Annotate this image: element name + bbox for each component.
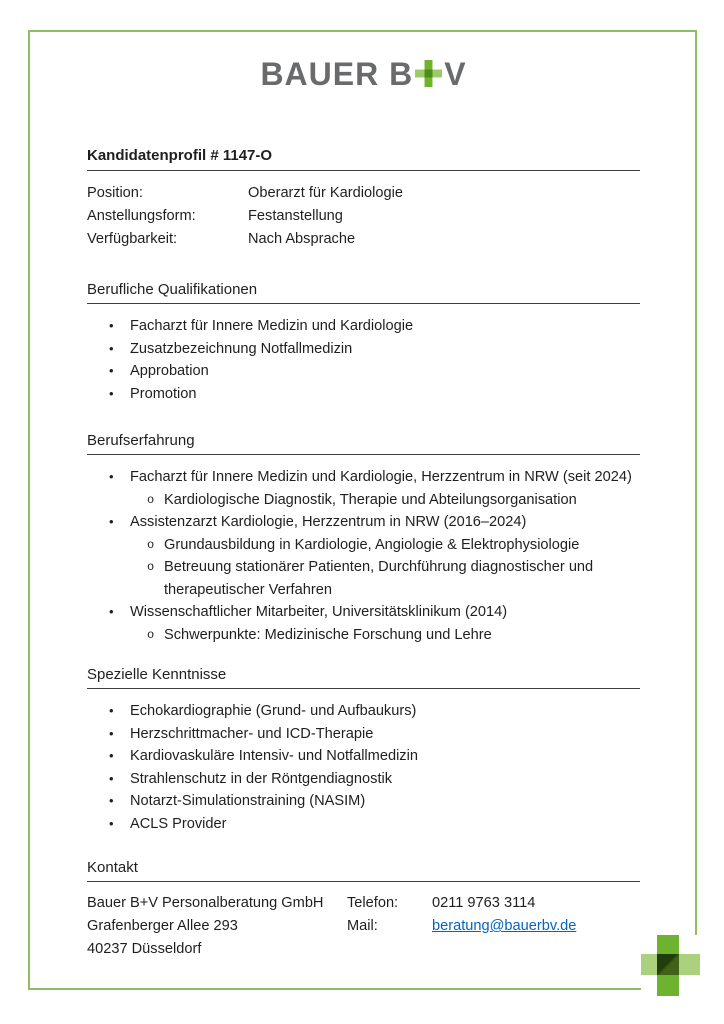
bullet-icon: • [109, 514, 114, 529]
field-value: Nach Absprache [248, 231, 356, 247]
bullet-icon: • [109, 363, 114, 378]
bullet-icon: • [109, 703, 114, 718]
field-value: Oberarzt für Kardiologie [248, 185, 403, 201]
section-heading-spezielle-kenntnisse: Spezielle Kenntnisse [87, 667, 640, 689]
contact-company-address [87, 892, 347, 961]
circle-bullet-icon: o [147, 560, 155, 574]
list-item [87, 745, 640, 768]
bullet-icon: • [109, 725, 114, 741]
list-item-text: Approbation [130, 363, 209, 379]
list-item-text: Assistenzarzt Kardiologie, Herzzentrum in NRW (2016–2024) [130, 514, 527, 530]
contact-block [87, 892, 640, 961]
circle-bullet-icon: o [147, 627, 155, 642]
company-name: Bauer B+V Personalberatung GmbH [87, 895, 324, 911]
section-heading-qualifikationen: Berufliche Qualifikationen [87, 282, 640, 304]
bullet-icon: • [109, 815, 114, 831]
sub-list-item-text: Schwerpunkte: Medizinische Forschung und Lehre [164, 626, 492, 643]
page-border-left [28, 30, 30, 990]
sub-list-item-text: Grundausbildung in Kardiologie, Angiologie & Elektrophysiologie [164, 536, 580, 553]
field-value: Festanstellung [248, 208, 343, 224]
list-item [87, 338, 640, 361]
company-city: 40237 Düsseldorf [87, 941, 202, 957]
list-item-text: Promotion [130, 385, 197, 402]
corner-plus-icon [641, 934, 701, 996]
list-item [87, 466, 640, 489]
field-label: Verfügbarkeit: [87, 231, 178, 247]
sub-list-item [87, 489, 640, 512]
corner-plus-overlap [657, 954, 679, 975]
list-item [87, 383, 640, 406]
list-item-text: Notarzt-Simulationstraining (NASIM) [130, 793, 366, 809]
section-heading-kontakt: Kontakt [87, 860, 640, 882]
page-border-right [695, 30, 697, 935]
page-border-bottom [28, 988, 641, 990]
list-item-text: Herzschrittmacher- und ICD-Therapie [130, 725, 374, 742]
list-item [87, 723, 640, 746]
field-label: Anstellungsform: [87, 208, 196, 224]
bullet-icon: • [109, 748, 114, 763]
section-heading-berufserfahrung: Berufserfahrung [87, 433, 640, 455]
list-item [87, 601, 640, 624]
list-item-text: Strahlenschutz in der Röntgendiagnostik [130, 770, 393, 787]
skills-list [87, 700, 640, 835]
list-item-text: Kardiovaskuläre Intensiv- und Notfallmedizin [130, 748, 418, 764]
contact-phone-row [347, 892, 640, 915]
field-row-position [87, 182, 640, 205]
logo-text-left: BAUER B [260, 56, 414, 92]
circle-bullet-icon: o [147, 492, 155, 507]
field-row-anstellungsform [87, 205, 640, 228]
list-item-text: Facharzt für Innere Medizin und Kardiologie [130, 318, 414, 334]
bullet-icon: • [109, 385, 114, 401]
list-item [87, 315, 640, 338]
list-item [87, 768, 640, 791]
circle-bullet-icon: o [147, 537, 155, 552]
list-item [87, 511, 640, 534]
company-logo [87, 56, 640, 92]
experience-list [87, 466, 640, 646]
field-label: Position: [87, 185, 143, 201]
qualifications-list [87, 315, 640, 405]
phone-label: Telefon: [347, 895, 399, 911]
company-street: Grafenberger Allee 293 [87, 918, 238, 934]
field-row-verfuegbarkeit [87, 228, 640, 251]
sub-list-item [87, 534, 640, 557]
bullet-icon: • [109, 340, 114, 356]
list-item-text: Facharzt für Innere Medizin und Kardiologie, Herzzentrum in NRW (seit 2024) [130, 469, 632, 485]
list-item-text: ACLS Provider [130, 815, 227, 832]
bullet-icon: • [109, 318, 114, 333]
page-title: Kandidatenprofil # 1147-O [87, 148, 640, 171]
bullet-icon: • [109, 793, 114, 808]
list-item-text: Echokardiographie (Grund- und Aufbaukurs) [130, 703, 417, 719]
contact-mail-row [347, 915, 640, 938]
bullet-icon: • [109, 469, 114, 484]
email-link[interactable]: beratung@bauerbv.de [432, 918, 577, 934]
list-item [87, 700, 640, 723]
list-item [87, 360, 640, 383]
list-item [87, 790, 640, 813]
contact-details [347, 892, 640, 961]
list-item-text: Wissenschaftlicher Mitarbeiter, Universitätsklinikum (2014) [130, 604, 508, 620]
logo-plus-icon [415, 58, 442, 94]
list-item-text: Zusatzbezeichnung Notfallmedizin [130, 340, 353, 357]
list-item [87, 813, 640, 836]
sub-list-item-text: Betreuung stationärer Patienten, Durchführung diagnostischer und therapeutischer Verfahren [164, 559, 594, 598]
bullet-icon: • [109, 604, 114, 619]
sub-list-item [87, 556, 640, 601]
logo-text-right: V [444, 56, 467, 92]
profile-fields [87, 182, 640, 251]
document-content [87, 0, 640, 961]
bullet-icon: • [109, 770, 114, 786]
sub-list-item-text: Kardiologische Diagnostik, Therapie und Abteilungsorganisation [164, 491, 577, 508]
mail-label: Mail: [347, 918, 378, 934]
phone-number: 0211 9763 3114 [432, 895, 536, 911]
sub-list-item [87, 624, 640, 647]
